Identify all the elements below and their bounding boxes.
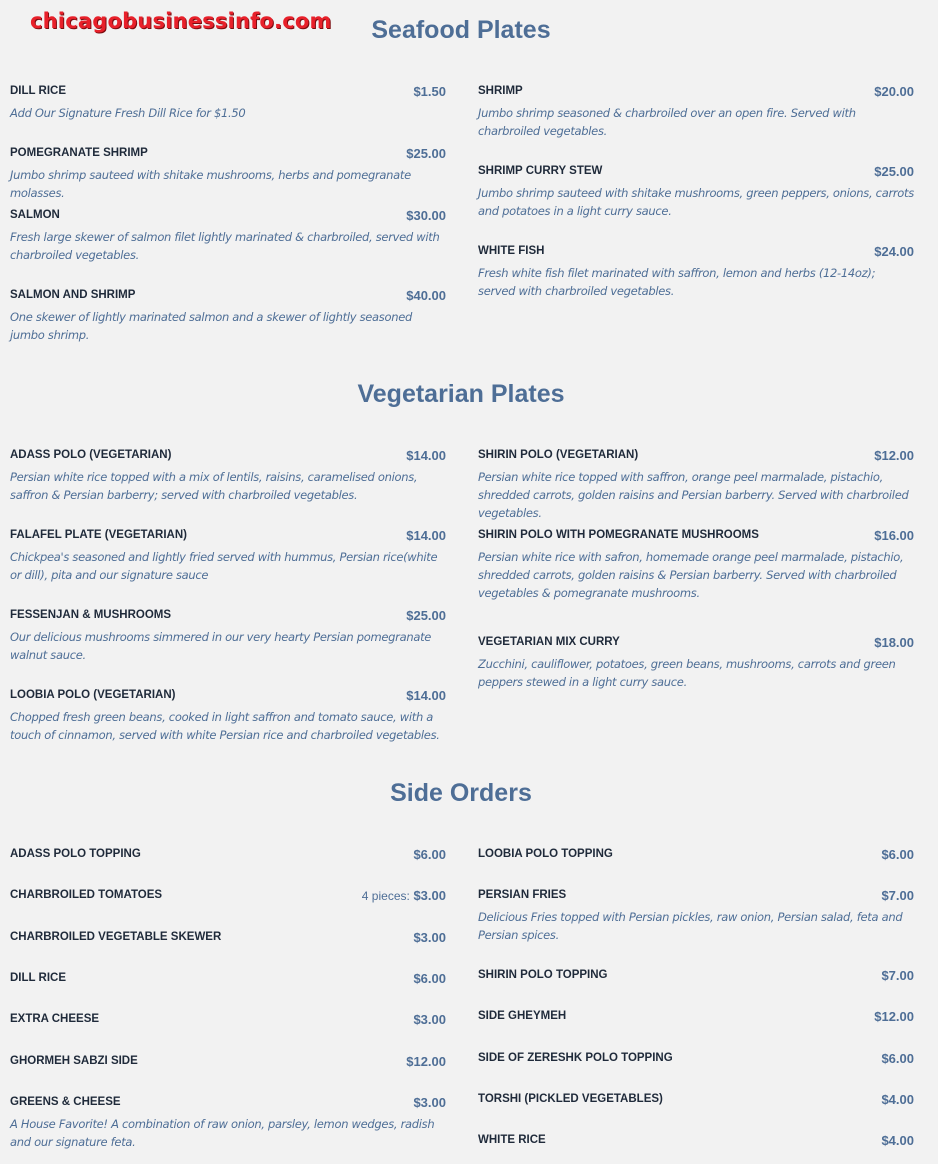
menu-item-name: FESSENJAN & MUSHROOMS	[10, 609, 172, 621]
menu-item	[478, 448, 914, 522]
menu-item-header	[478, 244, 914, 258]
menu-item-price-value: $3.00	[413, 930, 446, 945]
menu-item-description: Persian white rice with safron, homemade orange peel marmalade, pistachio, shredded carrots, golden raisins & Persian barberry. Served with charbroiled vegetables & pomegranate mushrooms.	[478, 550, 904, 600]
menu-item-header	[478, 635, 914, 649]
menu-item-price-value: $6.00	[413, 847, 446, 862]
menu-item-header	[10, 208, 446, 222]
menu-item-price	[874, 529, 914, 543]
menu-item-description: Fresh white fish filet marinated with saffron, lemon and herbs (12-14oz); served with charbroiled vegetables.	[478, 266, 876, 298]
menu-item-header	[10, 608, 446, 622]
menu-item-name: LOOBIA POLO TOPPING	[478, 848, 613, 860]
menu-item-price	[881, 1093, 914, 1107]
menu-item-name: EXTRA CHEESE	[10, 1013, 100, 1025]
menu-item-name: SHIRIN POLO (VEGETARIAN)	[478, 449, 639, 461]
menu-item-price-value: $7.00	[881, 968, 914, 983]
menu-item	[478, 847, 914, 861]
menu-item-name: GHORMEH SABZI SIDE	[10, 1055, 138, 1067]
menu-item-price	[874, 636, 914, 650]
menu-item-price-value: $25.00	[406, 608, 446, 623]
menu-item	[10, 1095, 446, 1151]
menu-item	[10, 688, 446, 744]
menu-item-price	[881, 1052, 914, 1066]
menu-item-price-value: $6.00	[881, 847, 914, 862]
menu-item-price-value: $7.00	[881, 888, 914, 903]
menu-item	[478, 1133, 914, 1147]
menu-item-price-value: $14.00	[406, 688, 446, 703]
menu-item	[478, 635, 914, 691]
menu-item-price	[874, 85, 914, 99]
menu-item-price	[406, 209, 446, 223]
menu-item-price	[406, 689, 446, 703]
menu-item-price	[406, 1055, 446, 1069]
menu-item-price	[406, 609, 446, 623]
menu-item-name: SHRIMP	[478, 85, 523, 97]
menu-item-header	[478, 528, 914, 542]
section-title: Seafood Plates	[371, 16, 551, 44]
menu-item-price-value: $3.00	[413, 1012, 446, 1027]
menu-item-header	[478, 84, 914, 98]
menu-item-header	[478, 847, 914, 861]
menu-item-header	[478, 888, 914, 902]
menu-item-price-value: $16.00	[874, 528, 914, 543]
menu-item-header	[478, 164, 914, 178]
menu-item-name: SHRIMP CURRY STEW	[478, 165, 603, 177]
menu-item-name: LOOBIA POLO (VEGETARIAN)	[10, 689, 176, 701]
menu-item	[478, 84, 914, 140]
menu-item	[10, 528, 446, 584]
menu-item	[10, 888, 446, 902]
menu-item-price-value: $6.00	[413, 971, 446, 986]
menu-item-price	[413, 85, 446, 99]
menu-item-price-value: $1.50	[413, 84, 446, 99]
menu-item-description: Persian white rice topped with a mix of lentils, raisins, caramelised onions, saffron & Persian barberry; served with charbroiled vegetables.	[10, 470, 418, 502]
menu-item-price	[881, 969, 914, 983]
menu-item-description: Delicious Fries topped with Persian pickles, raw onion, Persian salad, feta and Persian spices.	[478, 910, 903, 942]
menu-item-name: SHIRIN POLO TOPPING	[478, 969, 608, 981]
section-title: Vegetarian Plates	[357, 380, 565, 408]
menu-item-header	[478, 1051, 914, 1065]
menu-item-name: CHARBROILED TOMATOES	[10, 889, 163, 901]
menu-item	[10, 930, 446, 944]
menu-item-header	[10, 1095, 446, 1109]
menu-item-description: Jumbo shrimp sauteed with shitake mushrooms, herbs and pomegranate molasses.	[10, 168, 411, 200]
menu-item-price-value: $14.00	[406, 448, 446, 463]
menu-item-name: ADASS POLO TOPPING	[10, 848, 141, 860]
menu-item-name: SIDE OF ZERESHK POLO TOPPING	[478, 1052, 673, 1064]
menu-item-price-value: $20.00	[874, 84, 914, 99]
menu-item	[10, 971, 446, 985]
menu-item-header	[10, 528, 446, 542]
menu-item-price-value: $40.00	[406, 288, 446, 303]
menu-item-name: TORSHI (PICKLED VEGETABLES)	[478, 1093, 663, 1105]
menu-item-price-value: $3.00	[413, 1095, 446, 1110]
menu-item-header	[10, 1054, 446, 1068]
menu-item-price	[362, 889, 446, 903]
watermark-logo: chicagobusinessinfo.com	[30, 9, 332, 33]
menu-item-price	[413, 1013, 446, 1027]
menu-item-header	[10, 888, 446, 902]
menu-item-price	[406, 529, 446, 543]
menu-item-price-value: $12.00	[406, 1054, 446, 1069]
menu-item-name: PERSIAN FRIES	[478, 889, 567, 901]
menu-item	[10, 608, 446, 664]
menu-item	[10, 1054, 446, 1068]
menu-item-price-value: $18.00	[874, 635, 914, 650]
menu-item	[478, 1051, 914, 1065]
menu-item-name: SIDE GHEYMEH	[478, 1010, 567, 1022]
menu-item-header	[478, 968, 914, 982]
menu-item-price	[413, 972, 446, 986]
menu-item	[10, 448, 446, 504]
menu-item	[10, 208, 446, 264]
menu-item-description: Jumbo shrimp seasoned & charbroiled over an open fire. Served with charbroiled vegetables.	[478, 106, 856, 138]
menu-item-description: Persian white rice topped with saffron, orange peel marmalade, pistachio, shredded carrots, golden raisins and Persian barberry. Served with charbroiled vegetables.	[478, 470, 909, 520]
menu-item-price	[881, 1134, 914, 1148]
menu-item-price-value: $25.00	[874, 164, 914, 179]
menu-item-name: POMEGRANATE SHRIMP	[10, 147, 148, 159]
menu-item	[478, 164, 914, 220]
menu-item-header	[10, 288, 446, 302]
menu-item-header	[10, 146, 446, 160]
menu-item	[478, 244, 914, 300]
menu-item-price	[413, 931, 446, 945]
menu-item-price	[874, 245, 914, 259]
menu-item-name: VEGETARIAN MIX CURRY	[478, 636, 620, 648]
menu-item-price-value: $12.00	[874, 1009, 914, 1024]
menu-item-name: GREENS & CHEESE	[10, 1096, 121, 1108]
menu-item-price	[874, 165, 914, 179]
menu-item-description: Add Our Signature Fresh Dill Rice for $1.50	[10, 106, 246, 120]
menu-item-header	[10, 971, 446, 985]
menu-item-name: WHITE RICE	[478, 1134, 546, 1146]
menu-item	[10, 1012, 446, 1026]
menu-item-price-value: $30.00	[406, 208, 446, 223]
menu-item-header	[10, 84, 446, 98]
menu-item	[10, 84, 446, 122]
menu-item-name: ADASS POLO (VEGETARIAN)	[10, 449, 172, 461]
menu-item-description: A House Favorite! A combination of raw onion, parsley, lemon wedges, radish and our signature feta.	[10, 1117, 435, 1149]
menu-item-header	[478, 1133, 914, 1147]
menu-item-header	[10, 448, 446, 462]
menu-item	[478, 528, 914, 602]
menu-item-price-value: $4.00	[881, 1133, 914, 1148]
menu-item-header	[478, 448, 914, 462]
menu-item-description: Our delicious mushrooms simmered in our very hearty Persian pomegranate walnut sauce.	[10, 630, 432, 662]
menu-item-header	[478, 1092, 914, 1106]
menu-item-name: WHITE FISH	[478, 245, 545, 257]
menu-item-price-value: $3.00	[413, 888, 446, 903]
menu-item-price-value: $14.00	[406, 528, 446, 543]
menu-item-description: Chickpea's seasoned and lightly fried served with hummus, Persian rice(white or dill), pita and our signature sauce	[10, 550, 438, 582]
menu-item-header	[10, 930, 446, 944]
menu-item-header	[10, 847, 446, 861]
menu-item	[478, 1092, 914, 1106]
menu-item-header	[10, 1012, 446, 1026]
menu-item-price	[406, 147, 446, 161]
menu-item-price	[874, 1010, 914, 1024]
menu-item-name: CHARBROILED VEGETABLE SKEWER	[10, 931, 222, 943]
menu-item-description: Chopped fresh green beans, cooked in light saffron and tomato sauce, with a touch of cinnamon, served with white Persian rice and charbroiled vegetables.	[10, 710, 440, 742]
menu-item-price	[406, 289, 446, 303]
menu-item-name: FALAFEL PLATE (VEGETARIAN)	[10, 529, 187, 541]
menu-item-price	[413, 848, 446, 862]
menu-item-description: Fresh large skewer of salmon filet lightly marinated & charbroiled, served with charbroiled vegetables.	[10, 230, 440, 262]
menu-item	[478, 1009, 914, 1023]
menu-item-price-value: $25.00	[406, 146, 446, 161]
menu-item	[10, 146, 446, 202]
menu-item-name: DILL RICE	[10, 85, 67, 97]
menu-item	[478, 888, 914, 944]
menu-item-name: DILL RICE	[10, 972, 67, 984]
menu-item-header	[10, 688, 446, 702]
menu-item-description: One skewer of lightly marinated salmon and a skewer of lightly seasoned jumbo shrimp.	[10, 310, 412, 342]
menu-item-description: Jumbo shrimp sauteed with shitake mushrooms, green peppers, onions, carrots and potatoes in a light curry sauce.	[478, 186, 914, 218]
menu-item-price-value: $6.00	[881, 1051, 914, 1066]
menu-item	[478, 968, 914, 982]
menu-item-price	[413, 1096, 446, 1110]
menu-item-price	[881, 889, 914, 903]
menu-item-price	[874, 449, 914, 463]
menu-item-header	[478, 1009, 914, 1023]
menu-item	[10, 288, 446, 344]
menu-item-name: SALMON	[10, 209, 60, 221]
menu-item-name: SHIRIN POLO WITH POMEGRANATE MUSHROOMS	[478, 529, 759, 541]
menu-item-name: SALMON AND SHRIMP	[10, 289, 136, 301]
menu-item	[10, 847, 446, 861]
menu-item-price-value: $12.00	[874, 448, 914, 463]
menu-item-price-prefix: 4 pieces:	[361, 889, 410, 903]
section-title: Side Orders	[390, 779, 532, 807]
menu-item-price-value: $24.00	[874, 244, 914, 259]
menu-item-description: Zucchini, cauliflower, potatoes, green beans, mushrooms, carrots and green peppers stewed in a light curry sauce.	[478, 657, 896, 689]
menu-item-price	[406, 449, 446, 463]
menu-item-price-value: $4.00	[881, 1092, 914, 1107]
menu-item-price	[881, 848, 914, 862]
